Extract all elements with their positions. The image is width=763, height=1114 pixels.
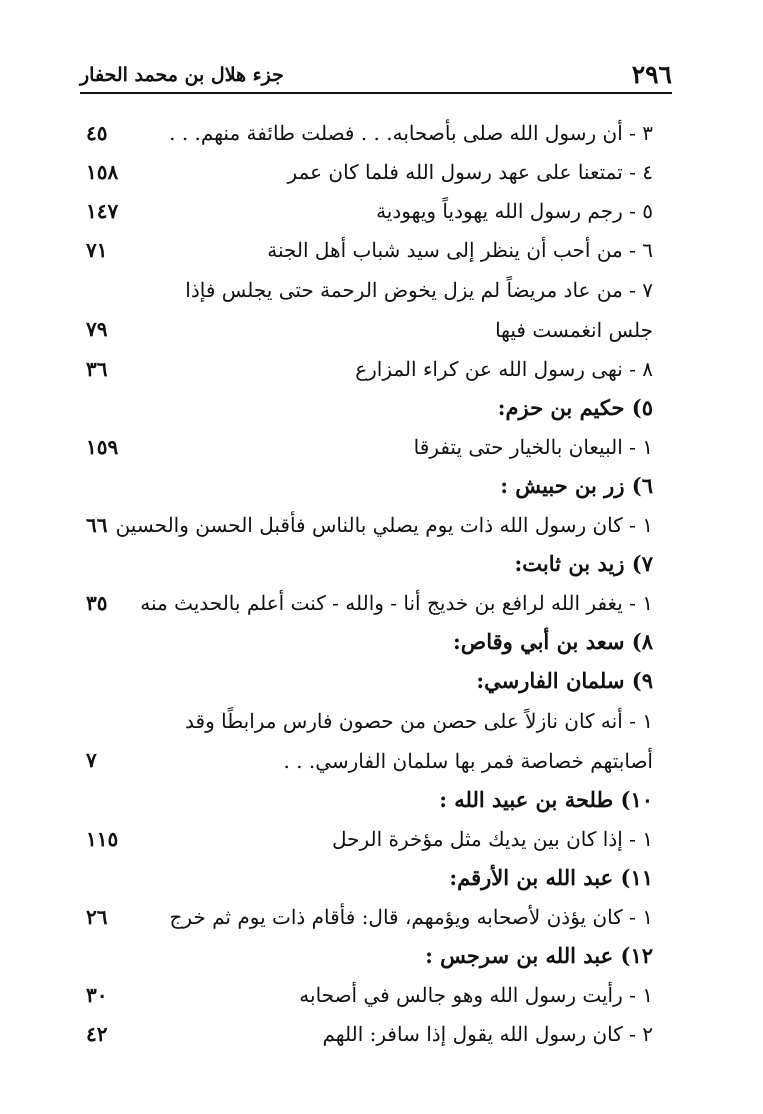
page-reference: ١٤٧	[86, 199, 119, 223]
index-entry	[0, 227, 763, 266]
section-heading	[0, 385, 763, 424]
page-reference: ٤٥	[86, 121, 108, 145]
narrator-name: ٨) سعد بن أبي وقاص:	[453, 629, 653, 654]
page-reference: ٢٦	[86, 905, 108, 929]
hadith-text: ١ - أنه كان نازلاً على حصن من حصون فارس مرابطًا وقد أصابتهم خصاصة فمر بها سلمان الفارسي. . .	[185, 709, 653, 773]
index-entry	[0, 972, 763, 1011]
index-entry	[0, 816, 763, 855]
book-title: جزء هلال بن محمد الحفار	[80, 64, 284, 86]
section-heading	[0, 933, 763, 972]
section-heading	[0, 855, 763, 894]
page-reference: ١١٥	[86, 827, 119, 851]
index-entry	[0, 266, 763, 346]
page-reference: ٧٩	[86, 317, 108, 341]
hadith-text: ٨ - نهى رسول الله عن كراء المزارع	[355, 357, 653, 381]
section-heading	[0, 619, 763, 658]
hadith-text: ١ - كان رسول الله ذات يوم يصلي بالناس فأقبل الحسن والحسين	[115, 513, 653, 537]
hadith-text: ١ - رأيت رسول الله وهو جالس في أصحابه	[299, 983, 653, 1007]
narrator-name: ١٠) طلحة بن عبيد الله :	[439, 787, 653, 812]
narrator-name: ١١) عبد الله بن الأرقم:	[449, 865, 653, 890]
index-list	[0, 110, 763, 1050]
section-heading	[0, 658, 763, 697]
page-reference: ٤٢	[86, 1022, 108, 1046]
index-entry	[0, 149, 763, 188]
index-entry	[0, 894, 763, 933]
section-heading	[0, 777, 763, 816]
narrator-name: ٥) حكيم بن حزم:	[497, 395, 653, 420]
index-entry	[0, 697, 763, 777]
page-number: ٢٩٦	[631, 60, 672, 89]
index-entry	[0, 424, 763, 463]
hadith-text: ٥ - رجم رسول الله يهودياً ويهودية	[376, 199, 653, 223]
hadith-text: ٦ - من أحب أن ينظر إلى سيد شباب أهل الجنة	[267, 238, 653, 262]
index-entry	[0, 110, 763, 149]
page-reference: ٣٥	[86, 591, 108, 615]
hadith-text: ٧ - من عاد مريضاً لم يزل يخوض الرحمة حتى يجلس فإذا جلس انغمست فيها	[185, 278, 653, 342]
hadith-text: ١ - يغفر الله لرافع بن خديج أنا - والله - كنت أعلم بالحديث منه	[140, 591, 653, 615]
page-reference: ٦٦	[86, 513, 108, 537]
narrator-name: ٩) سلمان الفارسي:	[476, 668, 653, 693]
narrator-name: ٧) زيد بن ثابت:	[514, 551, 653, 576]
section-heading	[0, 463, 763, 502]
narrator-name: ١٢) عبد الله بن سرجس :	[425, 943, 653, 968]
hadith-text: ٢ - كان رسول الله يقول إذا سافر: اللهم	[322, 1022, 653, 1046]
page-reference: ٧١	[86, 238, 108, 262]
section-heading	[0, 541, 763, 580]
page-reference: ٧	[86, 748, 97, 772]
hadith-text: ١ - كان يؤذن لأصحابه ويؤمهم، قال: فأقام ذات يوم ثم خرج	[169, 905, 653, 929]
hadith-text: ١ - البيعان بالخيار حتى يتفرقا	[413, 435, 653, 459]
hadith-text: ١ - إذا كان بين يديك مثل مؤخرة الرحل	[331, 827, 653, 851]
index-entry	[0, 1011, 763, 1050]
page-reference: ٣٠	[86, 983, 108, 1007]
index-entry	[0, 188, 763, 227]
index-entry	[0, 502, 763, 541]
page-header	[80, 58, 672, 94]
page-reference: ١٥٨	[86, 160, 119, 184]
index-entry	[0, 346, 763, 385]
hadith-text: ٤ - تمتعنا على عهد رسول الله فلما كان عمر	[287, 160, 653, 184]
page-reference: ٣٦	[86, 357, 108, 381]
hadith-text: ٣ - أن رسول الله صلى بأصحابه. . . فصلت طائفة منهم. . .	[169, 121, 653, 145]
page-reference: ١٥٩	[86, 435, 119, 459]
narrator-name: ٦) زر بن حبيش :	[500, 473, 653, 498]
index-entry	[0, 580, 763, 619]
